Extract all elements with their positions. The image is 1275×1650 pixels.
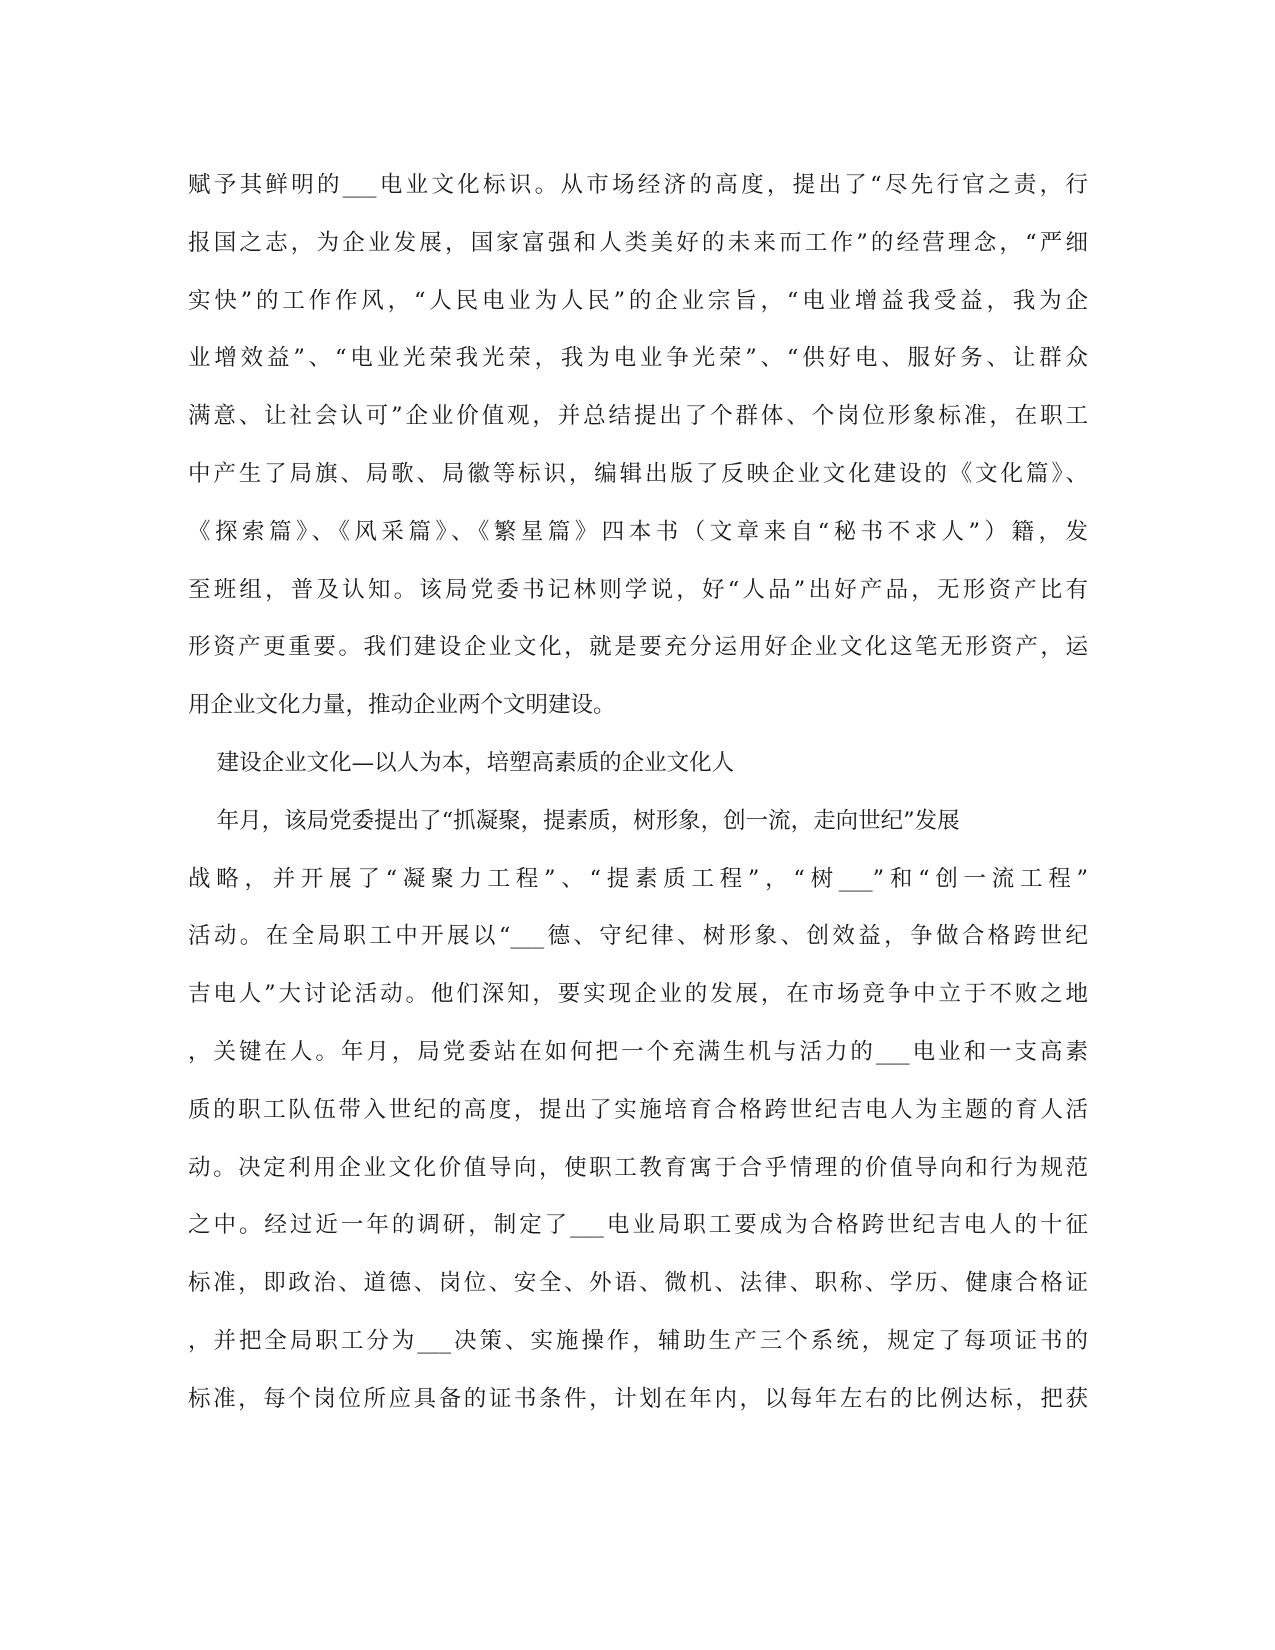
text-line: 质的职工队伍带入世纪的高度，提出了实施培育合格跨世纪吉电人为主题的育人活 — [188, 1096, 1088, 1123]
text-line: 赋予其鲜明的___电业文化标识。从市场经济的高度，提出了“尽先行官之责，行 — [188, 172, 1088, 198]
text-line: 动。决定利用企业文化价值导向，使职工教育寓于合乎情理的价值导向和行为规范 — [188, 1154, 1088, 1181]
text-line: 标准，即政治、道德、岗位、安全、外语、微机、法律、职称、学历、健康合格证 — [188, 1270, 1088, 1297]
text-line: 至班组，普及认知。该局党委书记林则学说，好“人品”出好产品，无形资产比有 — [188, 576, 1088, 603]
text-line: 报国之志，为企业发展，国家富强和人类美好的未来而工作”的经营理念，“严细 — [188, 229, 1088, 256]
text-line: 实快”的工作作风，“人民电业为人民”的企业宗旨，“电业增益我受益，我为企 — [188, 287, 1088, 314]
text-line: 之中。经过近一年的调研，制定了___电业局职工要成为合格跨世纪吉电人的十征 — [188, 1212, 1088, 1239]
text-line: ，关键在人。年月，局党委站在如何把一个充满生机与活力的___电业和一支高素 — [188, 1038, 1088, 1065]
text-line: 战略，并开展了“凝聚力工程”、“提素质工程”，“树___”和“创一流工程” — [188, 865, 1088, 892]
text-line: 吉电人”大讨论活动。他们深知，要实现企业的发展，在市场竞争中立于不败之地 — [188, 981, 1088, 1008]
text-line: 中产生了局旗、局歌、局徽等标识，编辑出版了反映企业文化建设的《文化篇》、 — [188, 460, 1088, 487]
text-line: 年月，该局党委提出了“抓凝聚，提素质，树形象，创一流，走向世纪”发展 — [188, 807, 960, 834]
text-line: 活动。在全局职工中开展以“___德、守纪律、树形象、创效益，争做合格跨世纪 — [188, 923, 1088, 950]
text-line: 形资产更重要。我们建设企业文化，就是要充分运用好企业文化这笔无形资产，运 — [188, 634, 1088, 661]
text-line: 满意、让社会认可”企业价值观，并总结提出了个群体、个岗位形象标准，在职工 — [188, 403, 1088, 430]
text-line: 用企业文化力量，推动企业两个文明建设。 — [188, 692, 616, 719]
text-line: ，并把全局职工分为___决策、实施操作，辅助生产三个系统，规定了每项证书的 — [188, 1327, 1088, 1354]
body-text — [188, 170, 1088, 1442]
text-line: 《探索篇》、《风采篇》、《繁星篇》四本书（文章来自“秘书不求人”）籍，发 — [188, 518, 1088, 545]
section-heading: 建设企业文化—以人为本，培塑高素质的企业文化人 — [188, 749, 735, 776]
text-line: 标准，每个岗位所应具备的证书条件，计划在年内，以每年左右的比例达标，把获 — [188, 1385, 1088, 1412]
text-line: 业增效益”、“电业光荣我光荣，我为电业争光荣”、“供好电、服好务、让群众 — [188, 345, 1088, 372]
